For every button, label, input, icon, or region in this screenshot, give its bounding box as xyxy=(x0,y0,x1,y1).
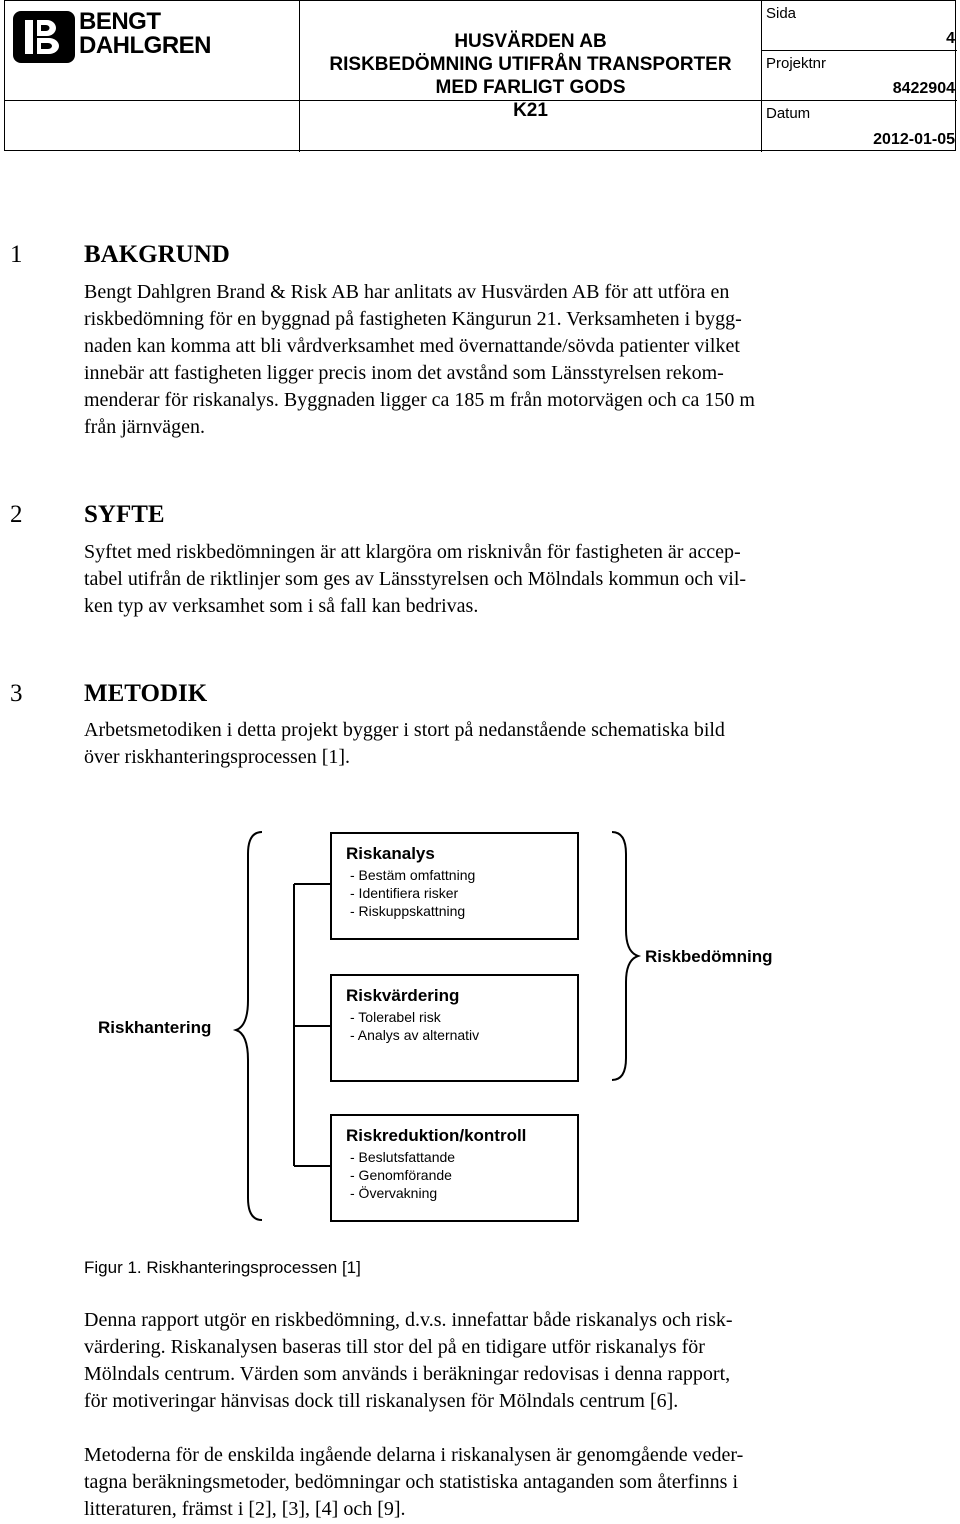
box-title: Riskreduktion/kontroll xyxy=(346,1126,527,1145)
text-line: menderar för riskanalys. Byggnaden ligger ca 185 m från motorvägen och ca 150 m xyxy=(84,389,755,411)
date-value: 2012-01-05 xyxy=(873,131,955,148)
section-paragraph xyxy=(84,279,884,441)
text-line: tagna beräkningsmetoder, bedömningar och statistiska antaganden som återfinns i xyxy=(84,1471,739,1493)
riskanalys-box xyxy=(330,832,579,940)
logo-line-2: DAHLGREN xyxy=(79,32,211,59)
section-number: 3 xyxy=(10,680,23,707)
text-line: Metoderna för de enskilda ingående delarna i riskanalysen är genomgående veder- xyxy=(84,1444,744,1466)
page-number: 4 xyxy=(946,30,955,47)
paragraph-methods xyxy=(84,1442,884,1523)
header-empty-cell xyxy=(300,101,762,152)
text-line: ken typ av verksamhet som i så fall kan bedrivas. xyxy=(84,595,479,617)
box-item: - Identifiera risker xyxy=(350,885,459,901)
text-line: naden kan komma att bli vårdverksamhet med övernattande/sövda patienter vilket xyxy=(84,335,740,357)
page-label: Sida xyxy=(766,5,797,22)
text-line: Arbetsmetodiken i detta projekt bygger i stort på nedanstående schematiska bild xyxy=(84,719,725,741)
text-line: riskbedömning för en byggnad på fastigheten Kängurun 21. Verksamheten i bygg- xyxy=(84,308,742,330)
section-title: SYFTE xyxy=(84,501,165,528)
text-line: litteraturen, främst i [2], [3], [4] och [9]. xyxy=(84,1498,406,1520)
riskhantering-label: Riskhantering xyxy=(98,1018,212,1037)
text-line: innebär att fastigheten ligger precis inom det avstånd som Länsstyrelsen rekom- xyxy=(84,362,724,384)
date-label: Datum xyxy=(766,105,811,122)
title-line: MED FARLIGT GODS xyxy=(435,77,626,98)
title-line: RISKBEDÖMNING UTIFRÅN TRANSPORTER xyxy=(329,54,732,75)
section-title: METODIK xyxy=(84,680,208,707)
right-brace xyxy=(612,832,638,1080)
project-label: Projektnr xyxy=(766,55,827,72)
paragraph-report-scope xyxy=(84,1307,884,1415)
box-title: Riskvärdering xyxy=(346,986,460,1005)
section-number: 1 xyxy=(10,241,23,268)
header-meta xyxy=(762,1,957,152)
text-line: för motiveringar hänvisas dock till riskanalysen för Mölndals centrum [6]. xyxy=(84,1390,679,1412)
text-line: Syftet med riskbedömningen är att klargöra om risknivån för fastigheten är accep- xyxy=(84,541,741,563)
section-paragraph xyxy=(84,539,884,620)
section-paragraph xyxy=(84,717,884,771)
text-line: Denna rapport utgör en riskbedömning, d.v.s. innefattar både riskanalys och risk- xyxy=(84,1309,733,1331)
box-item: - Tolerabel risk xyxy=(350,1009,441,1025)
box-item: - Övervakning xyxy=(350,1185,438,1201)
text-line: Mölndals centrum. Värden som används i beräkningar redovisas i denna rapport, xyxy=(84,1363,731,1385)
date-row xyxy=(762,101,957,151)
logo-line-1: BENGT xyxy=(79,8,161,35)
box-item: - Beslutsfattande xyxy=(350,1149,456,1165)
figure-caption: Figur 1. Riskhanteringsprocessen [1] xyxy=(84,1258,361,1277)
page-row xyxy=(762,1,957,51)
bd-logo-icon xyxy=(13,11,75,63)
document-header xyxy=(4,0,956,151)
logo-wordmark xyxy=(79,10,211,58)
project-number: 8422904 xyxy=(892,80,955,97)
box-item: - Genomförande xyxy=(350,1167,452,1183)
text-line: värdering. Riskanalysen baseras till stor del på en tidigare utför riskanalys för xyxy=(84,1336,705,1358)
riskreduktion-box xyxy=(330,1114,579,1222)
box-item: - Riskuppskattning xyxy=(350,903,466,919)
box-item: - Analys av alternativ xyxy=(350,1027,480,1043)
risk-management-diagram xyxy=(0,820,960,1240)
left-brace xyxy=(236,832,262,1220)
document-title xyxy=(300,1,762,121)
section-number: 2 xyxy=(10,501,23,528)
text-line: Bengt Dahlgren Brand & Risk AB har anlitats av Husvärden AB för att utföra en xyxy=(84,281,730,303)
title-line: K21 xyxy=(513,100,548,121)
project-row xyxy=(762,51,957,101)
riskbedomning-label: Riskbedömning xyxy=(645,947,773,966)
header-empty-cell xyxy=(5,101,300,152)
box-item: - Bestäm omfattning xyxy=(350,867,476,883)
text-line: tabel utifrån de riktlinjer som ges av Länsstyrelsen och Mölndals kommun och vil- xyxy=(84,568,747,590)
text-line: från järnvägen. xyxy=(84,416,206,438)
box-title: Riskanalys xyxy=(346,844,435,863)
text-line: över riskhanteringsprocessen [1]. xyxy=(84,746,351,768)
title-line: HUSVÄRDEN AB xyxy=(454,31,607,52)
riskvardering-box xyxy=(330,974,579,1082)
logo-cell xyxy=(5,1,300,101)
section-title: BAKGRUND xyxy=(84,241,230,268)
